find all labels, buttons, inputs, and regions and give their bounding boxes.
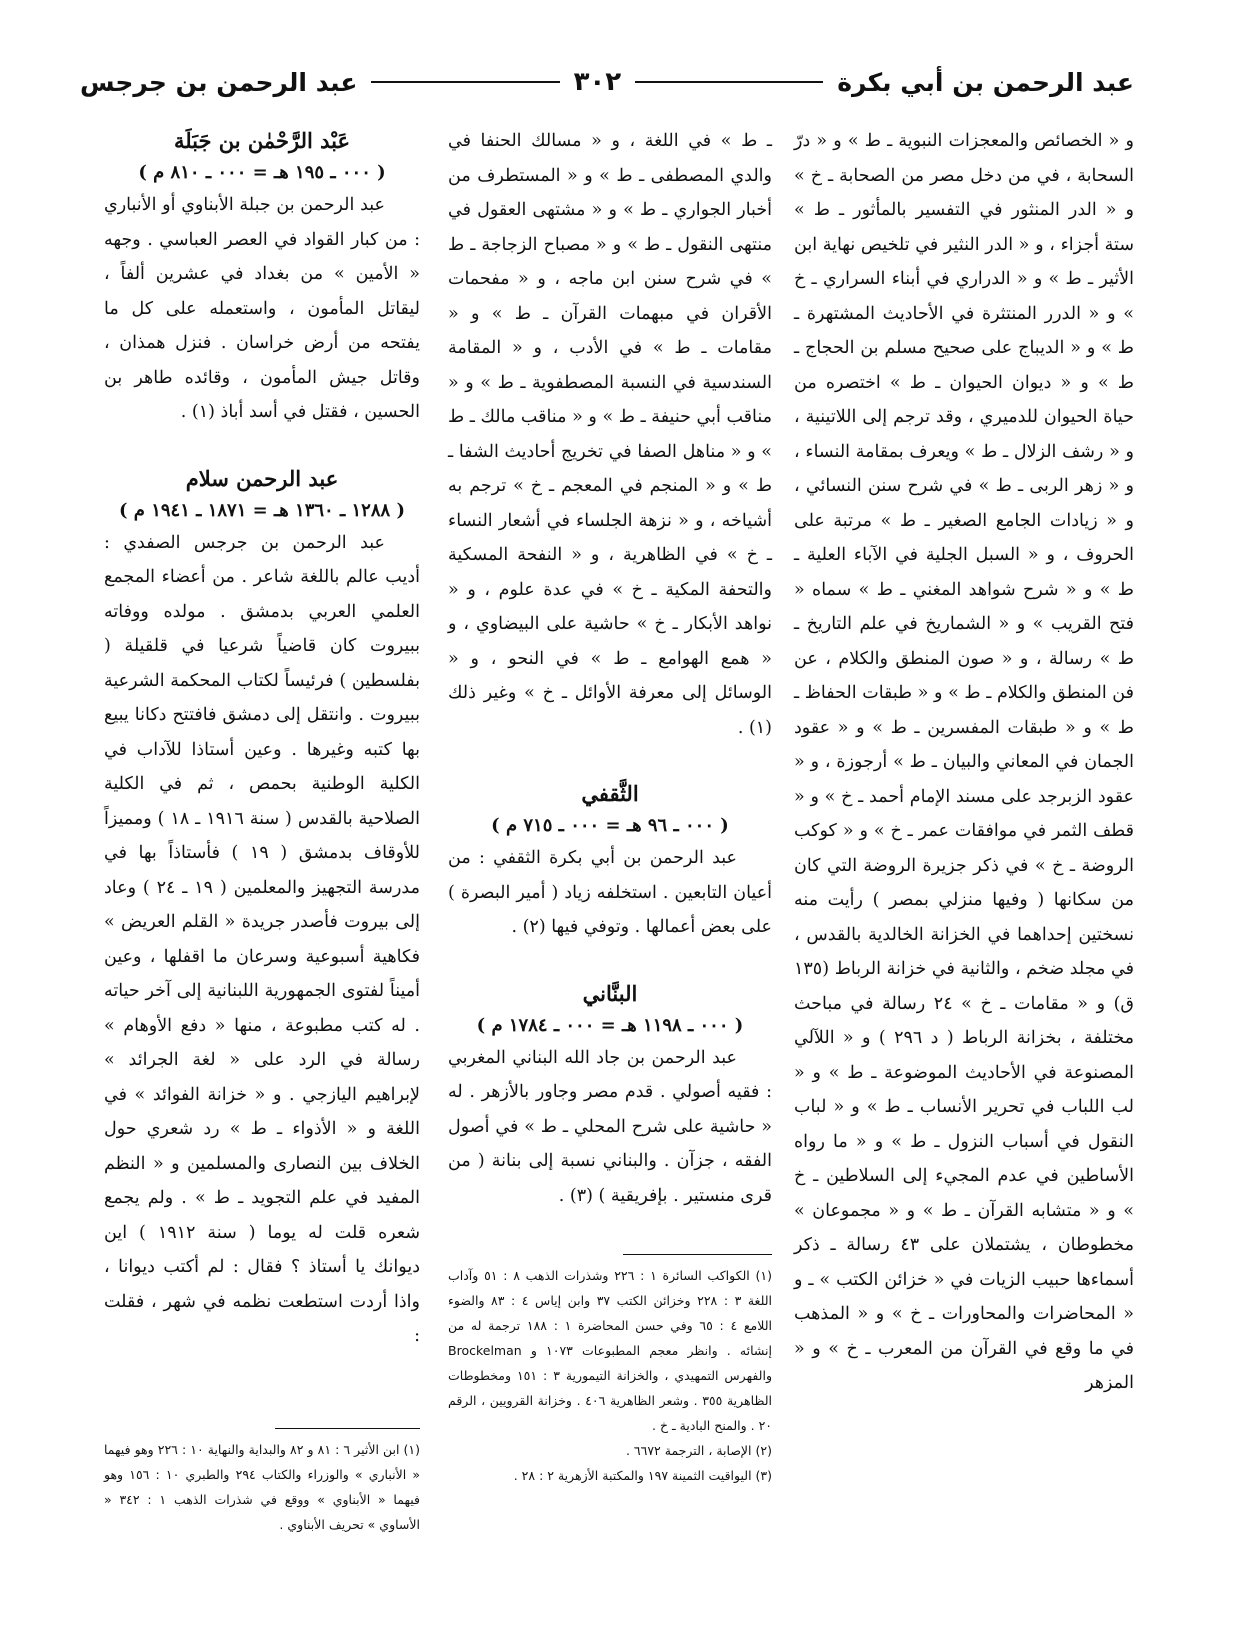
header-right-title: عبد الرحمن بن أبي بكرة (837, 67, 1134, 97)
footnote: (١) ابن الأثير ٦ : ٨١ و ٨٢ والبداية والنهاية ١٠ : ٢٢٦ وهو فيهما « الأنباري » والوزراء والكتاب ٢٩٤ والطبري ١٠ : ١٥٦ وهو فيهما « الأبناوي » ووقع في شذرات الذهب ١ : ٣٤٢ « الأساوي » تحريف الأبناوي . (104, 1442, 420, 1532)
page-number: ٣٠٢ (573, 67, 622, 97)
footnote: (٢) الإصابة ، الترجمة ٦٦٧٢ . (625, 1443, 772, 1458)
column-right (794, 124, 1134, 1401)
footnotes-middle (448, 1254, 772, 1488)
header-rule-right (635, 81, 823, 83)
entry-title-bannani: البنَّاني (582, 980, 638, 1006)
footnote-rule (275, 1428, 420, 1429)
entry-dates-bannani: ( ٠٠٠ ـ ١١٩٨ هـ = ٠٠٠ ـ ١٧٨٤ م ) (476, 1014, 744, 1036)
entry-title-thaqafi: الثَّقفي (581, 781, 639, 806)
column-left (104, 124, 420, 1354)
header-left-title: عبد الرحمن بن جرجس (80, 67, 358, 97)
running-header (80, 62, 1134, 102)
entry-title-ibn-jabala: عَبْد الرَّحْمٰن بن جَبَلَة (173, 128, 351, 153)
continuation-text: ـ ط » في اللغة ، و « مسالك الحنفا في والدي المصطفى ـ ط » و « المستطرف من أخبار الجواري ـ ط » و « مشتهى العقول في منتهى النقول ـ ط » و « مصباح الزجاجة ـ ط » في شرح سنن ابن ماجه ، و « مفحمات الأقران في مبهمات القرآن ـ ط » و « مقامات ـ ط » في الأدب ، و « المقامة السندسية في النسبة المصطفوية ـ ط » و « مناقب أبي حنيفة ـ ط » و « مناقب مالك ـ ط » و « مناهل الصفا في تخريج أحاديث الشفا ـ ط » و « المنجم في المعجم ـ خ » ترجم به أشياخه ، و « نزهة الجلساء في أشعار النساء ـ خ » في الظاهرية ، و « النفحة المسكية والتحفة المكية ـ خ » في عدة علوم ، و « نواهد الأبكار ـ خ » حاشية على البيضاوي ، و « همع الهوامع ـ ط » في النحو ، و « الوسائل إلى معرفة الأوائل ـ خ » وغير ذلك (١) . (448, 131, 772, 738)
footnote-rule (623, 1254, 772, 1255)
footnote: (١) الكواكب السائرة ١ : ٢٢٦ وشذرات الذهب ٨ : ٥١ وآداب اللغة ٣ : ٢٢٨ وخزائن الكتب ٣٧ وابن إياس ٤ : ٨٣ والضوء اللامع ٤ : ٦٥ وفي حسن المحاضرة ١ : ١٨٨ ترجمة له من إنشائه . وانظر معجم المطبوعات ١٠٧٣ و Brockelman والفهرس التمهيدي ، والخزانة التيمورية ٣ : ١٥١ ومخطوطات الظاهرية ٣٥٥ . وشعر الظاهرية ٤٠٦ . وخزانة القرويين ، الرقم ٢٠ . والمنح البادية ـ خ . (448, 1268, 773, 1433)
footnote: (٣) اليواقيت الثمينة ١٩٧ والمكتبة الأزهرية ٢ : ٢٨ . (513, 1468, 772, 1483)
header-rule-left (371, 81, 559, 83)
entry-dates-ibn-jabala: ( ٠٠٠ ـ ١٩٥ هـ = ٠٠٠ ـ ٨١٠ م ) (138, 162, 386, 183)
entry-title-sallam: عبد الرحمن سلام (185, 465, 339, 491)
entry-dates-thaqafi: ( ٠٠٠ ـ ٩٦ هـ = ٠٠٠ ـ ٧١٥ م ) (491, 815, 729, 836)
entry-body-ibn-jabala: عبد الرحمن بن جبلة الأبناوي أو الأنباري : من كبار القواد في العصر العباسي . وجهه « الأمين » من بغداد في عشرين ألفاً ، ليقاتل المأمون ، واستعمله على كل ما يفتحه من أرض خراسان . فنزل همذان ، وقاتل جيش المأمون ، وقائده طاهر بن الحسين ، فقتل في أسد أباذ (١) . (104, 195, 420, 422)
column-middle (448, 124, 772, 1213)
footnotes-left (104, 1428, 420, 1537)
column-right-text: و « الخصائص والمعجزات النبوية ـ ط » و « درّ السحابة ، في من دخل مصر من الصحابة ـ خ » و « الدر المنثور في التفسير بالمأثور ـ ط » ستة أجزاء ، و « الدر النثير في تلخيص نهاية ابن الأثير ـ ط » و « الدراري في أبناء السراري ـ خ » و « الدرر المنتثرة في الأحاديث المشتهرة ـ ط » و « الديباج على صحيح مسلم بن الحجاج ـ ط » و « ديوان الحيوان ـ ط » اختصره من حياة الحيوان للدميري ، وقد ترجم إلى اللاتينية ، و « رشف الزلال ـ ط » ويعرف بمقامة النساء ، و « زهر الربى ـ ط » في شرح سنن النسائي ، و « زيادات الجامع الصغير ـ ط » مرتبة على الحروف ، و « السبل الجلية في الآباء العلية ـ ط » و « شرح شواهد المغني ـ ط » سماه « فتح القريب » و « الشماريخ في علم التاريخ ـ ط » رسالة ، و « صون المنطق والكلام ، عن فن المنطق والكلام ـ ط » و « طبقات الحفاظ ـ ط » و « طبقات المفسرين ـ ط » و « عقود الجمان في المعاني والبيان ـ ط » أرجوزة ، و « عقود الزبرجد على مسند الإمام أحمد ـ خ » و « قطف الثمر في موافقات عمر ـ خ » و « كوكب الروضة ـ خ » في ذكر جزيرة الروضة التي كان من سكانها ( وفيها منزلي بمصر ) رأيت منه نسختين إحداهما في الخزانة الخالدية بالقدس ، في مجلد ضخم ، والثانية في خزانة الرباط (١٣٥ ق) و « مقامات ـ خ » ٢٤ رسالة في مباحث مختلفة ، بخزانة الرباط ( د ٢٩٦ ) و « اللآلي المصنوعة في الأحاديث الموضوعة ـ ط » و « لب اللباب في تحرير الأنساب ـ ط » و « لباب النقول في أسباب النزول ـ ط » و « ما رواه الأساطين في عدم المجيء إلى السلاطين ـ خ » و « متشابه القرآن ـ ط » و « مجموعان » مخطوطان ، يشتملان على ٤٣ رسالة ـ ذكر أسماءها حبيب الزيات في « خزائن الكتب » ـ و « المحاضرات والمحاورات ـ خ » و « المذهب في ما وقع في القرآن من المعرب ـ خ » و « المزهر (794, 131, 1134, 1393)
entry-dates-sallam: ( ١٢٨٨ ـ ١٣٦٠ هـ = ١٨٧١ ـ ١٩٤١ م ) (119, 499, 405, 521)
entry-body-bannani: عبد الرحمن بن جاد الله البناني المغربي : فقيه أصولي . قدم مصر وجاور بالأزهر . له « حاشية على شرح المحلي ـ ط » في أصول الفقه ، جزآن . والبناني نسبة إلى بنانة ( من قرى منستير . بإفريقية ) (٣) . (448, 1047, 772, 1206)
entry-body-sallam: عبد الرحمن بن جرجس الصفدي : أديب عالم باللغة شاعر . من أعضاء المجمع العلمي العربي بدمشق . مولده ووفاته ببيروت كان قاضياً شرعيا في قلقيلة ( بفلسطين ) فرئيساً لكتاب المحكمة الشرعية ببيروت . وانتقل إلى دمشق فافتتح دكانا يبيع بها كتبه وغيرها . وعين أستاذا للآداب في الكلية الوطنية بحمص ، ثم في الكلية الصلاحية بالقدس ( سنة ١٩١٦ ـ ١٨ ) ومميزاً للأوقاف بدمشق ( ١٩ ) فأستاذاً بها في مدرسة التجهيز والمعلمين ( ١٩ ـ ٢٤ ) وعاد إلى بيروت فأصدر جريدة « القلم العريض » فكاهية أسبوعية وسرعان ما اقفلها ، وعين أميناً لفتوى الجمهورية اللبنانية إلى آخر حياته . له كتب مطبوعة ، منها « دفع الأوهام » رسالة في الرد على « لغة الجرائد » لإبراهيم اليازجي . و « خزانة الفوائد » في اللغة و « الأذواء ـ ط » رد شعري حول الخلاف بين النصارى والمسلمين و « النظم المفيد في علم التجويد ـ ط » . ولم يجمع شعره قلت له يوما ( سنة ١٩١٢ ) اين ديوانك يا أستاذ ؟ فقال : لم أكتب ديوانا ، واذا أردت استطعت نظمه في شهر ، فقلت : (104, 532, 420, 1346)
entry-body-thaqafi: عبد الرحمن بن أبي بكرة الثقفي : من أعيان التابعين . استخلفه زياد ( أمير البصرة ) على بعض أعمالها . وتوفي فيها (٢) . (448, 848, 772, 937)
